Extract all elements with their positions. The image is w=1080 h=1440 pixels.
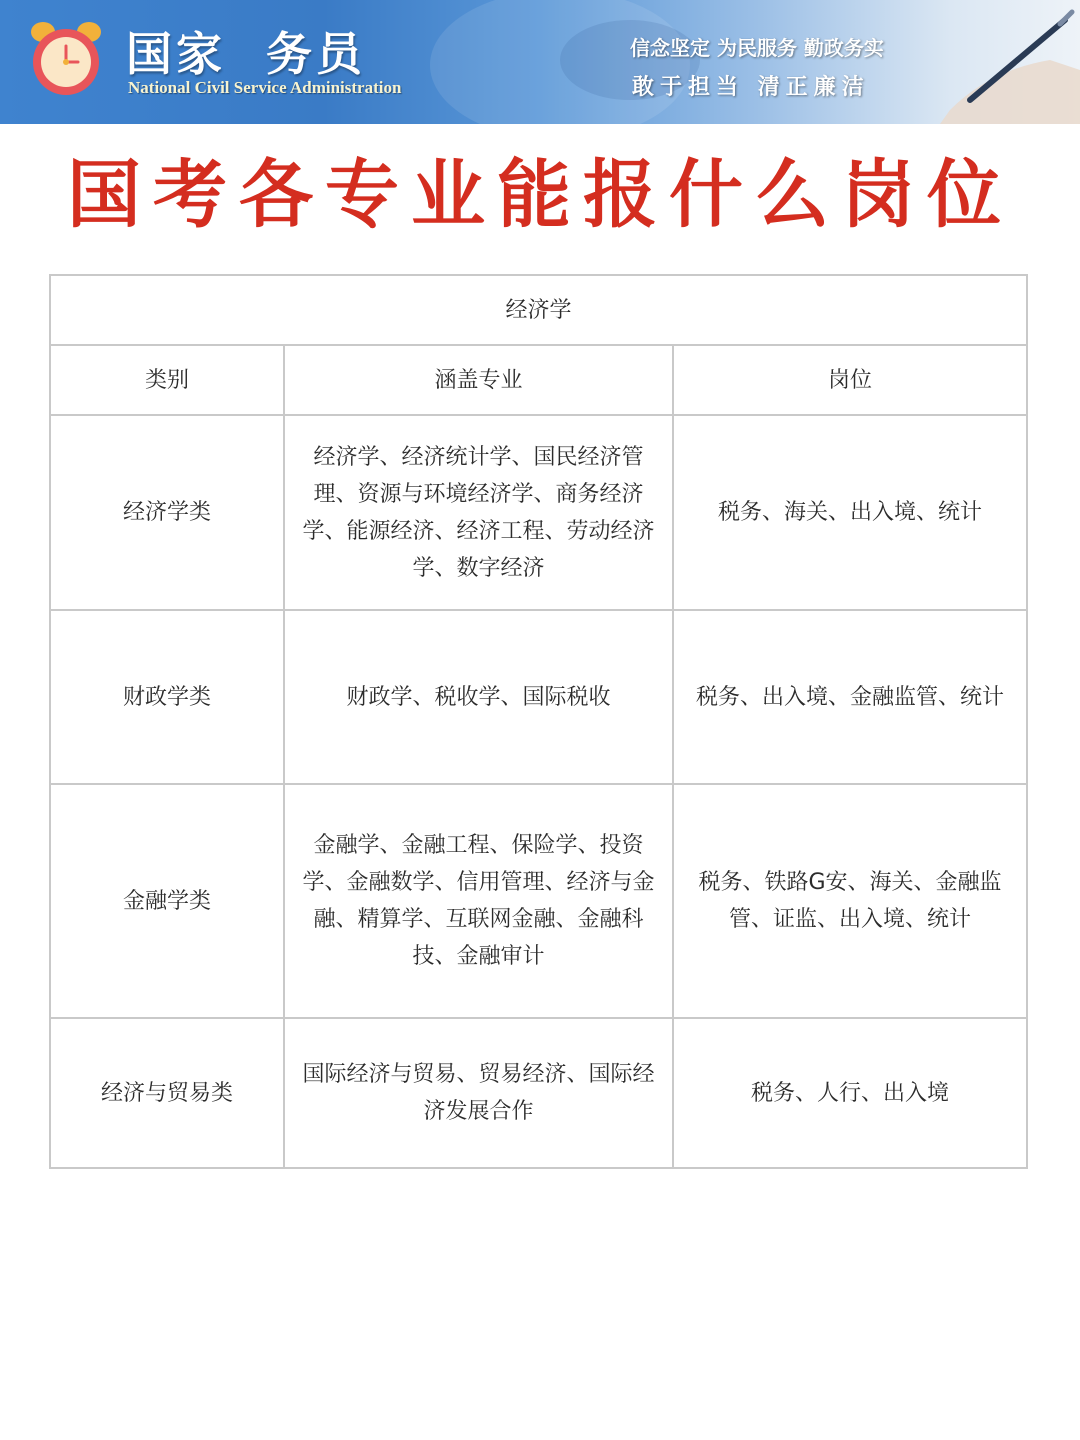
table-row bbox=[50, 784, 1027, 1018]
cell-majors: 经济学、经济统计学、国民经济管理、资源与环境经济学、商务经济学、能源经济、经济工程、劳动经济学、数字经济 bbox=[284, 415, 673, 610]
slogan-line-2: 敢于担当 清正廉洁 bbox=[632, 75, 870, 100]
hand-writing-pen-icon bbox=[930, 0, 1080, 124]
cell-positions: 税务、人行、出入境 bbox=[673, 1018, 1027, 1168]
page-headline: 国考各专业能报什么岗位 bbox=[67, 152, 1013, 238]
slogan-line-1: 信念坚定 为民服务 勤政务实 bbox=[630, 36, 884, 60]
banner-title: 国家 务员 bbox=[126, 27, 367, 81]
cell-positions: 税务、铁路G安、海关、金融监管、证监、出入境、统计 bbox=[673, 784, 1027, 1018]
cell-positions: 税务、出入境、金融监管、统计 bbox=[673, 610, 1027, 784]
cell-category: 金融学类 bbox=[50, 784, 284, 1018]
cell-majors: 财政学、税收学、国际税收 bbox=[284, 610, 673, 784]
major-position-table bbox=[49, 274, 1028, 1169]
cell-category: 经济学类 bbox=[50, 415, 284, 610]
table-header-row bbox=[50, 345, 1027, 415]
table-row bbox=[50, 610, 1027, 784]
cell-positions: 税务、海关、出入境、统计 bbox=[673, 415, 1027, 610]
alarm-clock-icon bbox=[28, 20, 104, 96]
cell-category: 经济与贸易类 bbox=[50, 1018, 284, 1168]
header-banner bbox=[0, 0, 1080, 124]
header-category: 类别 bbox=[50, 345, 284, 415]
cell-majors: 国际经济与贸易、贸易经济、国际经济发展合作 bbox=[284, 1018, 673, 1168]
banner-subtitle: National Civil Service Administration bbox=[128, 78, 402, 97]
table-row bbox=[50, 1018, 1027, 1168]
table-row bbox=[50, 415, 1027, 610]
cell-majors: 金融学、金融工程、保险学、投资学、金融数学、信用管理、经济与金融、精算学、互联网金融、金融科技、金融审计 bbox=[284, 784, 673, 1018]
cell-category: 财政学类 bbox=[50, 610, 284, 784]
table-caption: 经济学 bbox=[50, 275, 1027, 345]
header-majors: 涵盖专业 bbox=[284, 345, 673, 415]
header-positions: 岗位 bbox=[673, 345, 1027, 415]
table-caption-row bbox=[50, 275, 1027, 345]
